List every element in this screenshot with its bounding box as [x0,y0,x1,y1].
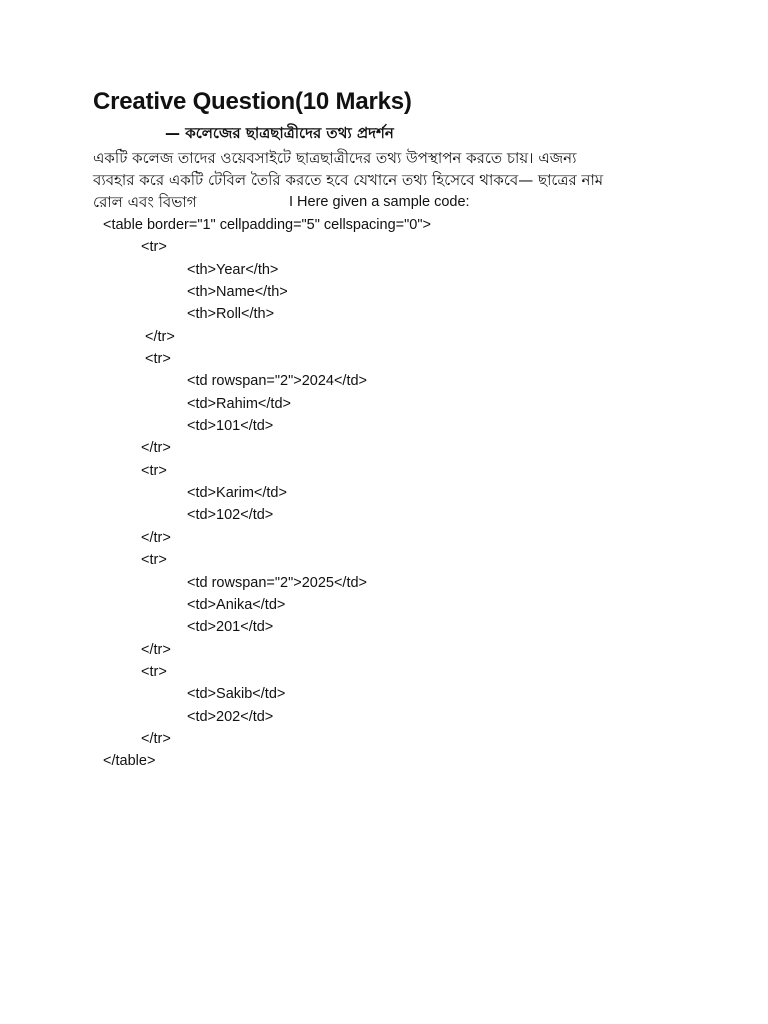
code-block [0,214,768,773]
code-line: <table border="1" cellpadding="5" cellspacing="0"> [103,217,431,233]
code-line: <tr> [141,239,167,256]
code-line: <tr> [141,462,167,479]
code-line: </tr> [141,440,171,457]
code-line: <tr> [145,351,171,368]
code-line: </tr> [145,328,175,345]
question-subtitle: — কলেজের ছাত্রছাত্রীদের তথ্য প্রদর্শন [165,124,394,142]
code-line: <td>201</td> [187,619,274,636]
code-line: <tr> [141,663,167,680]
code-line: <th>Year</th> [187,261,279,278]
code-line: <th>Roll</th> [187,306,275,323]
code-line: <td>Karim</td> [187,485,287,502]
code-line: <th>Name</th> [187,284,288,301]
code-line: </tr> [141,641,171,658]
code-line: <td rowspan="2">2024</td> [187,373,368,390]
code-line: <td>202</td> [187,708,274,725]
code-line: <tr> [141,552,167,569]
paragraph-line: রোল এবং বিভাগ [93,193,197,211]
sample-code-note: I Here given a sample code: [289,194,470,210]
code-line: <td>101</td> [187,418,274,435]
code-line: <td>Sakib</td> [187,686,286,703]
code-line: <td>Anika</td> [187,596,286,613]
paragraph-line: একটি কলেজ তাদের ওয়েবসাইটে ছাত্রছাত্রীদের তথ্য উপস্থাপন করতে চায়। এজন্য [93,149,577,167]
code-line: </table> [103,753,156,770]
code-line: </tr> [141,529,171,546]
question-title: Creative Question(10 Marks) [93,88,412,115]
code-line: </tr> [141,730,171,747]
paragraph-line: ব্যবহার করে একটি টেবিল তৈরি করতে হবে যেখানে তথ্য হিসেবে থাকবে— ছাত্রের নাম [93,171,604,189]
code-line: <td>102</td> [187,507,274,524]
code-line: <td rowspan="2">2025</td> [187,574,368,591]
code-line: <td>Rahim</td> [187,395,291,412]
